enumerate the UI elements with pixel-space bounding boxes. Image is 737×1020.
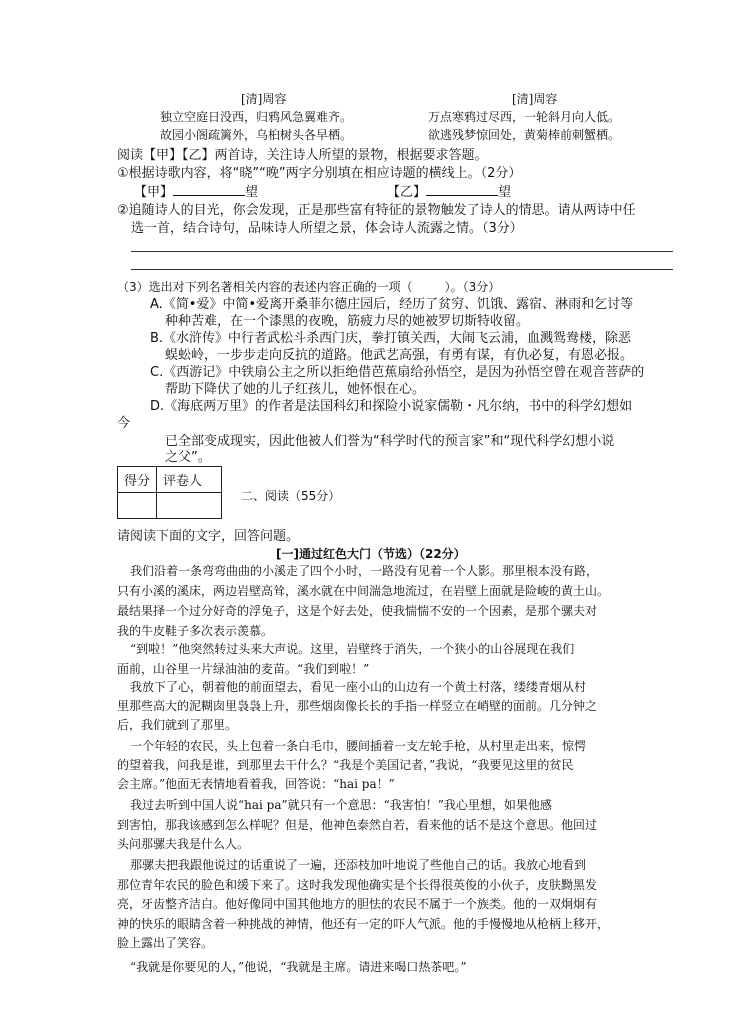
q3-stem-b: ）。（3分） [444, 280, 501, 294]
passage-line: 我过去听到中国人说“hai pa”就只有一个意思：“我害怕！”我心里想，如果他感 [130, 798, 552, 812]
passage-line: 我们沿着一条弯弯曲曲的小溪走了四个小时，一路没有见着一个人影。那里根本没有路， [130, 564, 599, 578]
q3-stem [117, 279, 500, 295]
score-cell[interactable] [118, 493, 157, 519]
poem-yi-line2: 欲逃残梦惊回处，黄菊棒前刺蟹栖。 [428, 128, 621, 142]
jia-wang: 望 [245, 185, 259, 200]
q2-item2-line1: ②追随诗人的目光，你会发现，正是那些富有特征的景物触发了诗人的情思。请从两诗中任 [117, 203, 636, 218]
passage-line: 神的快乐的眼睛含着一种挑战的神情，他还有一定的吓人气派。他的手慢慢地从枪柄上移开， [117, 917, 610, 931]
passage-line: 只有小溪的溪床，两边岩壁高耸，溪水就在中间湍急地流过，在岩壁上面就是险峻的黄土山。 [117, 584, 610, 598]
q2-fill-line [134, 183, 258, 201]
score-box [117, 466, 222, 519]
passage-line: “我就是你要见的人，”他说，“我就是主席。请进来喝口热茶吧。” [130, 960, 467, 974]
option-d-line1: D.《海底两万里》的作者是法国科幻和探险小说家儒勒・凡尔纳，书中的科学幻想如 [150, 399, 633, 414]
passage-line: 面前，山谷里一片绿油油的麦苗。“我们到啦！” [117, 662, 370, 676]
poem-yi-author: [清]周容 [512, 92, 558, 106]
poem-jia-line1: 独立空庭日没西，归鸦风急翼难齐。 [160, 110, 353, 124]
q2-item1: ①根据诗歌内容，将“晓”“晚”两字分别填在相应诗题的横线上。（2分） [117, 166, 522, 181]
q2-fill-line-yi [387, 183, 511, 201]
passage-line: 最结果择一个过分好奇的浮兔子，这是个好去处，使我惴惴不安的一个因素，是那个骡夫对 [117, 604, 598, 618]
yi-label: 【乙】 [387, 185, 427, 200]
poem-jia-author: [清]周容 [241, 92, 287, 106]
option-a-line1: A.《简•爱》中简•爱离开桑菲尔德庄园后，经历了贫穷、饥饿、露宿、淋雨和乞讨等 [150, 297, 634, 312]
jia-answer-blank[interactable] [173, 183, 245, 196]
yi-wang: 望 [498, 185, 512, 200]
option-d-jin: 今 [117, 416, 131, 431]
grader-cell[interactable] [157, 493, 222, 519]
poem-yi-line1: 万点寒鸦过尽西，一轮斜月向人低。 [428, 110, 621, 124]
option-d-line2: 已全部变成现实，因此他被人们誉为“科学时代的预言家”和“现代科学幻想小说 [165, 434, 615, 449]
option-d-line3: 之父”。 [165, 450, 211, 465]
option-a-line2: 种种苦难，在一个漆黑的夜晚，筋疲力尽的她被罗切斯特收留。 [165, 314, 530, 329]
q2-item2-line2: 选一首，结合诗句，品味诗人所望之景，体会诗人流露之情。（3分） [131, 221, 523, 236]
passage-line: 一个年轻的农民，头上包着一条白毛巾，腰间插着一支左轮手枪，从村里走出来，惊愕 [130, 739, 587, 753]
option-c-line2: 帮助下降伏了她的儿子红孩儿，她怀恨在心。 [165, 382, 426, 397]
passage-line: 的望着我，问我是谁，到那里去干什么？“我是个美国记者，”我说，“我要见这里的贫民 [117, 758, 574, 772]
passage-line: 那位青年农民的脸色和缓下来了。这时我发现他确实是个长得很英俊的小伙子，皮肤黝黑发 [117, 878, 598, 892]
option-c-line1: C.《西游记》中铁扇公主之所以拒绝借芭蕉扇给孙悟空，是因为孙悟空曾在观音菩萨的 [150, 365, 645, 380]
passage-line: 后，我们就到了那里。 [117, 718, 238, 732]
reading-instruction: 请阅读下面的文字，回答问题。 [117, 529, 300, 544]
passage-line: 会主席。”他面无表情地看着我，回答说：“hai pa！” [117, 777, 395, 791]
score-header: 得分 [118, 467, 157, 493]
answer-rule-2[interactable] [131, 269, 673, 270]
passage-line: 我的牛皮鞋子多次表示羡慕。 [117, 624, 274, 638]
passage-line: 里那些高大的泥糊囱里袅袅上升，那些烟囱像长长的手指一样竖立在峭壁的面前。几分钟之 [117, 699, 598, 713]
passage-line: 头问那骡夫我是什么人。 [117, 837, 250, 851]
passage-title: [一]通过红色大门（节选）（22分） [276, 547, 466, 561]
jia-label: 【甲】 [134, 185, 174, 200]
poem-jia-line2: 故园小阁疏篱外，乌桕树头各早栖。 [160, 128, 353, 142]
passage-line: 那骡夫把我跟他说过的话重说了一遍，还添枝加叶地说了些他自己的话。我放心地看到 [130, 858, 587, 872]
passage-line: “到啦！”他突然转过头来大声说。这里，岩壁终于消失，一个狭小的山谷展现在我们 [130, 642, 575, 656]
passage-line: 脸上露出了笑容。 [117, 936, 214, 950]
yi-answer-blank[interactable] [426, 183, 498, 196]
option-b-line1: B.《水浒传》中行者武松斗杀西门庆，拳打镇关西，大闹飞云浦，血溅鸳鸯楼，除恶 [150, 331, 632, 346]
section-heading: 二、阅读（55分） [241, 489, 341, 503]
passage-line: 到害怕，那我该感到怎么样呢？但是，他神色泰然自若，看来他的话不是这个意思。他回过 [117, 818, 598, 832]
passage-line: 亮，牙齿整齐洁白。他好像同中国其他地方的胆怯的农民不属于一个族类。他的一双炯炯有 [117, 897, 598, 911]
q2-intro: 阅读【甲】【乙】两首诗，关注诗人所望的景物，根据要求答题。 [117, 148, 488, 163]
option-b-line2: 蜈蚣岭，一步步走向反抗的道路。他武艺高强，有勇有谋，有仇必复，有恩必报。 [165, 348, 634, 363]
passage-line: 我放下了心，朝着他的前面望去，看见一座小山的山边有一个黄土村落，缕缕青烟从村 [130, 680, 587, 694]
grader-header: 评卷人 [157, 467, 222, 493]
q3-stem-a: （3）选出对下列名著相关内容的表述内容正确的一项（ [117, 280, 413, 294]
answer-rule-1[interactable] [131, 251, 673, 252]
